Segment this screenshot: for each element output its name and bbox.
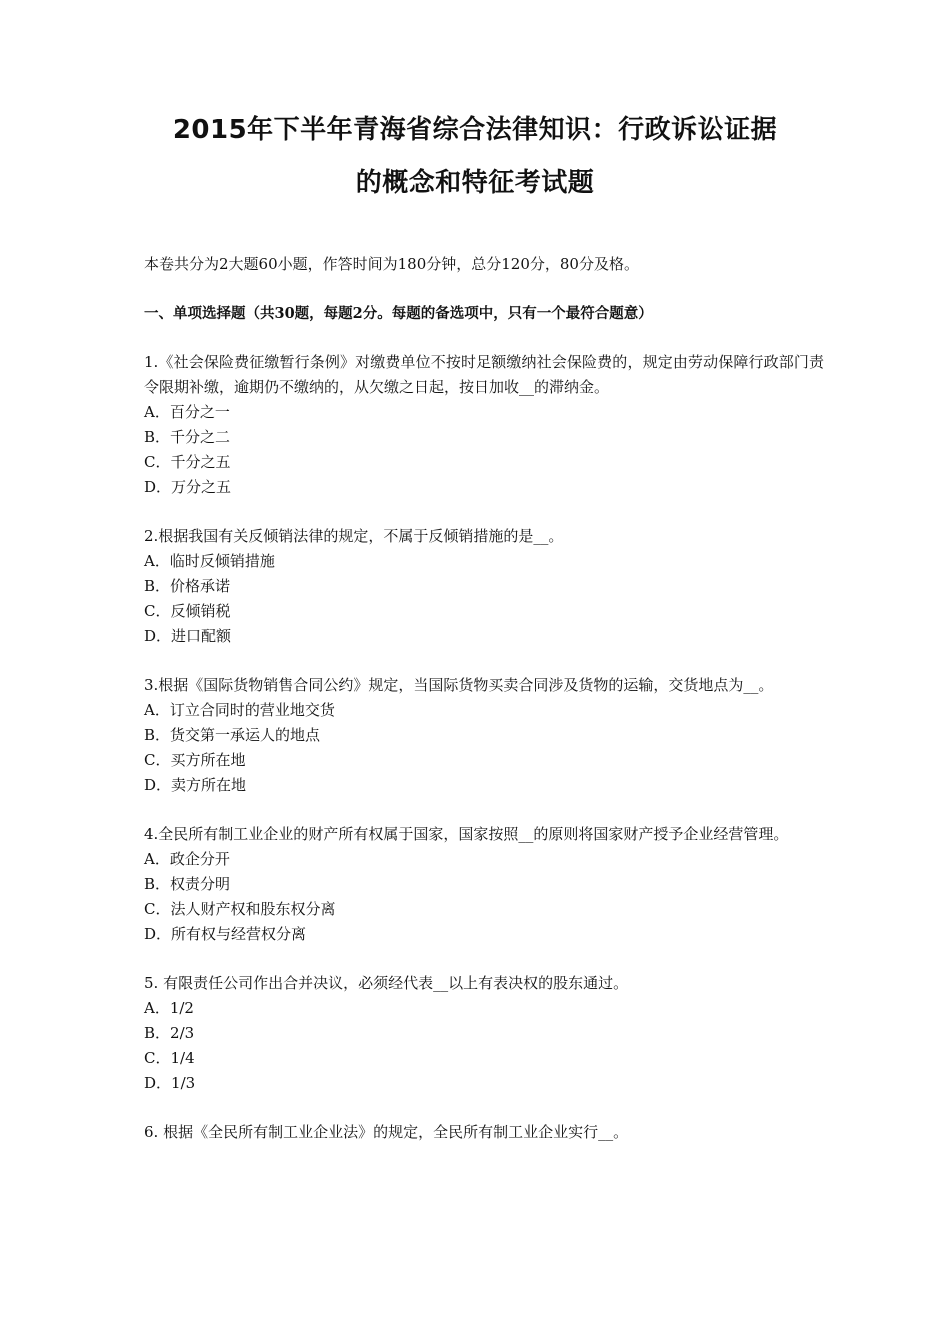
option-c: C．法人财产权和股东权分离 — [144, 900, 336, 918]
option-a: A．政企分开 — [144, 850, 230, 868]
option-b: B．价格承诺 — [144, 577, 231, 595]
option-c: C．买方所在地 — [144, 751, 246, 769]
document-title-line-1: 2015年下半年青海省综合法律知识：行政诉讼证据 — [172, 115, 778, 145]
option-d: D．所有权与经营权分离 — [144, 925, 307, 943]
question-3 — [144, 673, 824, 798]
option-b: B．权责分明 — [144, 875, 231, 893]
question-stem: 4.全民所有制工业企业的财产所有权属于国家，国家按照__的原则将国家财产授予企业经营管理。 — [144, 825, 789, 843]
question-5 — [144, 971, 824, 1096]
document-body — [144, 252, 824, 1145]
option-a: A．百分之一 — [144, 403, 230, 421]
option-a: A．订立合同时的营业地交货 — [144, 701, 335, 719]
option-c: C．1/4 — [144, 1049, 195, 1067]
option-d: D．万分之五 — [144, 478, 232, 496]
option-a: A．1/2 — [144, 999, 194, 1017]
exam-intro: 本卷共分为2大题60小题，作答时间为180分钟，总分120分，80分及格。 — [144, 255, 639, 273]
document-title-line-2: 的概念和特征考试题 — [355, 168, 595, 198]
option-a: A．临时反倾销措施 — [144, 552, 275, 570]
option-c: C．反倾销税 — [144, 602, 231, 620]
question-2 — [144, 524, 824, 649]
question-stem: 3.根据《国际货物销售合同公约》规定，当国际货物买卖合同涉及货物的运输，交货地点为__。 — [144, 676, 774, 694]
option-b: B．货交第一承运人的地点 — [144, 726, 321, 744]
option-b: B．千分之二 — [144, 428, 231, 446]
question-4 — [144, 822, 824, 947]
option-d: D．1/3 — [144, 1074, 196, 1092]
option-b: B．2/3 — [144, 1024, 195, 1042]
question-6 — [144, 1120, 824, 1145]
question-1 — [144, 350, 824, 500]
option-c: C．千分之五 — [144, 453, 231, 471]
option-d: D．卖方所在地 — [144, 776, 247, 794]
question-stem: 6. 根据《全民所有制工业企业法》的规定，全民所有制工业企业实行__。 — [144, 1123, 629, 1141]
section-heading: 一、单项选择题（共30题，每题2分。每题的备选项中，只有一个最符合题意） — [144, 305, 653, 322]
question-stem: 1.《社会保险费征缴暂行条例》对缴费单位不按时足额缴纳社会保险费的，规定由劳动保障行政部门责令限期补缴，逾期仍不缴纳的，从欠缴之日起，按日加收__的滞纳金。 — [144, 353, 824, 396]
question-stem: 5. 有限责任公司作出合并决议，必须经代表__以上有表决权的股东通过。 — [144, 974, 629, 992]
option-d: D．进口配额 — [144, 627, 232, 645]
question-stem: 2.根据我国有关反倾销法律的规定，不属于反倾销措施的是__。 — [144, 527, 564, 545]
